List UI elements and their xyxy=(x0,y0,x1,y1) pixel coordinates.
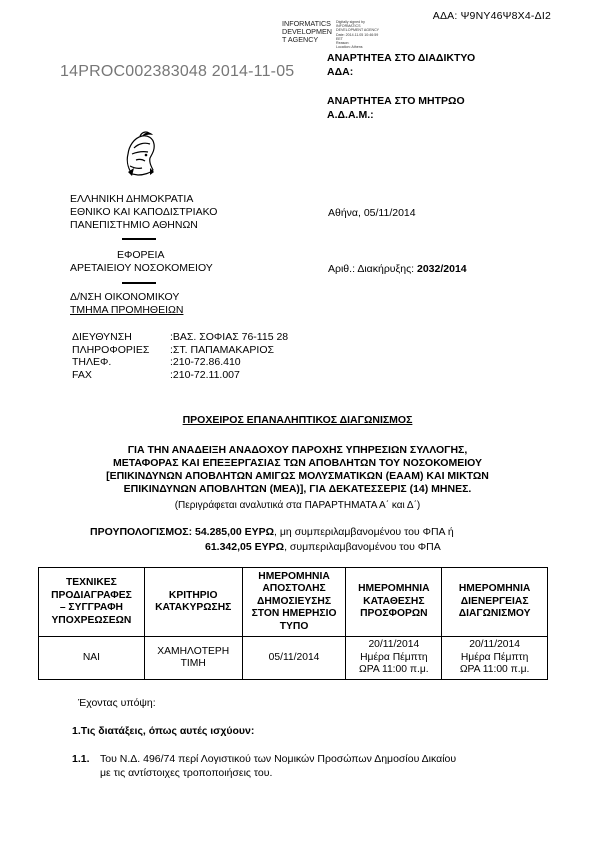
header-board: ΕΦΟΡΕΙΑ xyxy=(117,249,165,261)
declaration-number xyxy=(328,263,467,276)
document-title xyxy=(0,414,595,426)
budget-label: ΠΡΟΥΠΟΛΟΓΙΣΜΟΣ: 54.285,00 ΕΥΡΩ xyxy=(90,526,275,538)
budget-line-1 xyxy=(90,525,454,540)
declaration-value: 2032/2014 xyxy=(416,263,467,275)
section-1-heading: 1.Τις διατάξεις, όπως αυτές ισχύουν: xyxy=(72,725,255,737)
budget-line-2 xyxy=(205,540,441,555)
post-online-label: ΑΝΑΡΤΗΤΕΑ ΣΤΟ ΔΙΑΔΙΚΤΥΟ xyxy=(327,52,476,64)
table-row xyxy=(39,637,548,680)
header-university-1: ΕΘΝΙΚΟ ΚΑΙ ΚΑΠΟΔΙΣΤΡΙΑΚΟ xyxy=(70,206,218,218)
stamp-line: T AGENCY xyxy=(282,35,319,44)
table-header: ΚΡΙΤΗΡΙΟ ΚΑΤΑΚΥΡΩΣΗΣ xyxy=(144,568,242,637)
university-seal-icon xyxy=(120,128,160,185)
declaration-label: Αριθ.: Διακήρυξης: xyxy=(328,263,417,275)
signature-line: Digitally signed by xyxy=(336,20,365,24)
table-header: ΗΜΕΡΟΜΗΝΙΑ ΔΙΕΝΕΡΓΕΙΑΣ ΔΙΑΓΩΝΙΣΜΟΥ xyxy=(442,568,548,637)
item-text-line: Του Ν.Δ. 496/74 περί Λογιστικού των Νομικών Προσώπων Δημοσίου Δικαίου xyxy=(100,753,457,765)
contact-row xyxy=(72,369,288,382)
table-cell: 05/11/2014 xyxy=(242,637,346,680)
having-regard: Έχοντας υπόψη: xyxy=(78,697,156,709)
post-registry-label: ΑΝΑΡΤΗΤΕΑ ΣΤΟ ΜΗΤΡΩΟ xyxy=(327,95,465,107)
adam-label: Α.Δ.Α.Μ.: xyxy=(327,109,374,121)
contact-info xyxy=(72,331,288,382)
stamp-line: DEVELOPMEN xyxy=(282,27,332,36)
table-header: ΗΜΕΡΟΜΗΝΙΑ ΚΑΤΑΘΕΣΗΣ ΠΡΟΣΦΟΡΩΝ xyxy=(346,568,442,637)
signature-line: Reason: xyxy=(336,41,350,46)
subject-line: ΕΠΙΚΙΝΔΥΝΩΝ ΑΠΟΒΛΗΤΩΝ (ΜΕΑ)], ΓΙΑ ΔΕΚΑΤΕΣΣΕΡΙΣ (14) ΜΗΝΕΣ. xyxy=(123,483,472,495)
contact-label: ΠΛΗΡΟΦΟΡΙΕΣ xyxy=(72,343,150,356)
subject xyxy=(0,444,595,496)
contact-row xyxy=(72,331,288,344)
signature-stamp xyxy=(282,20,332,44)
tender-table xyxy=(38,567,548,680)
header-directorate: Δ/ΝΣΗ ΟΙΚΟΝΟΜΙΚΟΥ xyxy=(70,291,180,303)
signature-line: DEVELOPMENT AGENCY xyxy=(336,28,380,33)
table-header: ΗΜΕΡΟΜΗΝΙΑ ΑΠΟΣΤΟΛΗΣ ΔΗΜΟΣΙΕΥΣΗΣ ΣΤΟΝ ΗΜΕΡΗΣΙΟ ΤΥΠΟ xyxy=(242,568,346,637)
document-title-text: ΠΡΟΧΕΙΡΟΣ ΕΠΑΝΑΛΗΠΤΙΚΟΣ ΔΙΑΓΩΝΙΣΜΟΣ xyxy=(182,414,413,426)
table-header: ΤΕΧΝΙΚΕΣ ΠΡΟΔΙΑΓΡΑΦΕΣ – ΣΥΓΓΡΑΦΗ ΥΠΟΧΡΕΩΣΕΩΝ xyxy=(39,568,145,637)
contact-label: ΤΗΛΕΦ. xyxy=(72,356,112,369)
subject-line: ΜΕΤΑΦΟΡΑΣ ΚΑΙ ΕΠΕΞΕΡΓΑΣΙΑΣ ΤΩΝ ΑΠΟΒΛΗΤΩΝ ΤΟΥ ΝΟΣΟΚΟΜΕΙΟΥ xyxy=(112,457,483,469)
ada-label: ΑΔΑ: xyxy=(327,66,354,78)
contact-row xyxy=(72,356,288,369)
date-line: Αθήνα, 05/11/2014 xyxy=(328,207,416,219)
ada-code: ΑΔΑ: Ψ9ΝΥ46Ψ8Χ4-ΔΙ2 xyxy=(432,10,551,22)
budget-amount-vat: 61.342,05 ΕΥΡΩ xyxy=(205,541,285,553)
table-header-row xyxy=(39,568,548,637)
divider xyxy=(122,282,156,284)
signature-details xyxy=(336,20,379,49)
signature-line: INFORMATICS xyxy=(336,24,361,29)
contact-value: :210-72.86.410 xyxy=(170,356,241,369)
item-text-line: με τις αντίστοιχες τροποποιήσεις του. xyxy=(100,767,273,779)
subject-line: [ΕΠΙΚΙΝΔΥΝΩΝ ΑΠΟΒΛΗΤΩΝ ΑΜΙΓΩΣ ΜΟΛΥΣΜΑΤΙΚΩΝ (ΕΑΑΜ) ΚΑΙ ΜΙΚΤΩΝ xyxy=(106,470,489,482)
contact-value: :210-72.11.007 xyxy=(170,369,240,382)
contact-label: ΔΙΕΥΘΥΝΣΗ xyxy=(72,331,132,343)
divider xyxy=(122,238,156,240)
header-hospital: ΑΡΕΤΑΙΕΙΟΥ ΝΟΣΟΚΟΜΕΙΟΥ xyxy=(70,262,213,274)
contact-value: :ΒΑΣ. ΣΟΦΙΑΣ 76-115 28 xyxy=(170,331,289,343)
subject-note: (Περιγράφεται αναλυτικά στα ΠΑΡΑΡΤΗΜΑΤΑ Α΄ και Δ΄) xyxy=(174,500,421,511)
header-department: ΤΜΗΜΑ ΠΡΟΜΗΘΕΙΩΝ xyxy=(70,304,184,316)
contact-row xyxy=(72,344,288,357)
header-university-2: ΠΑΝΕΠΙΣΤΗΜΙΟ ΑΘΗΝΩΝ xyxy=(70,219,198,231)
table-cell: ΧΑΜΗΛΟΤΕΡΗ ΤΙΜΗ xyxy=(144,637,242,680)
item-number: 1.1. xyxy=(72,753,90,765)
table-cell: 20/11/2014 Ημέρα Πέμπτη ΩΡΑ 11:00 π.μ. xyxy=(442,637,548,680)
subject-line: ΓΙΑ ΤΗΝ ΑΝΑΔΕΙΞΗ ΑΝΑΔΟΧΟΥ ΠΑΡΟΧΗΣ ΥΠΗΡΕΣΙΩΝ ΣΥΛΛΟΓΗΣ, xyxy=(127,444,468,456)
signature-line: Location: Athens xyxy=(336,45,363,50)
contact-label: FAX xyxy=(72,369,92,382)
budget-text: , μη συμπεριλαμβανομένου του ΦΠΑ ή xyxy=(274,526,454,538)
signature-line: EET xyxy=(336,36,343,41)
stamp-line: INFORMATICS xyxy=(282,19,331,28)
table-cell: 20/11/2014 Ημέρα Πέμπτη ΩΡΑ 11:00 π.μ. xyxy=(346,637,442,680)
contact-value: :ΣΤ. ΠΑΠΑΜΑΚΑΡΙΟΣ xyxy=(170,343,275,356)
table-cell: ΝΑΙ xyxy=(39,637,145,680)
signature-line: Date: 2014.11.05 10:46:59 xyxy=(336,32,379,37)
budget-text: , συμπεριλαμβανομένου του ΦΠΑ xyxy=(284,541,441,553)
header-republic: ΕΛΛΗΝΙΚΗ ΔΗΜΟΚΡΑΤΙΑ xyxy=(70,193,194,205)
protocol-number: 14PROC002383048 2014-11-05 xyxy=(60,63,295,80)
